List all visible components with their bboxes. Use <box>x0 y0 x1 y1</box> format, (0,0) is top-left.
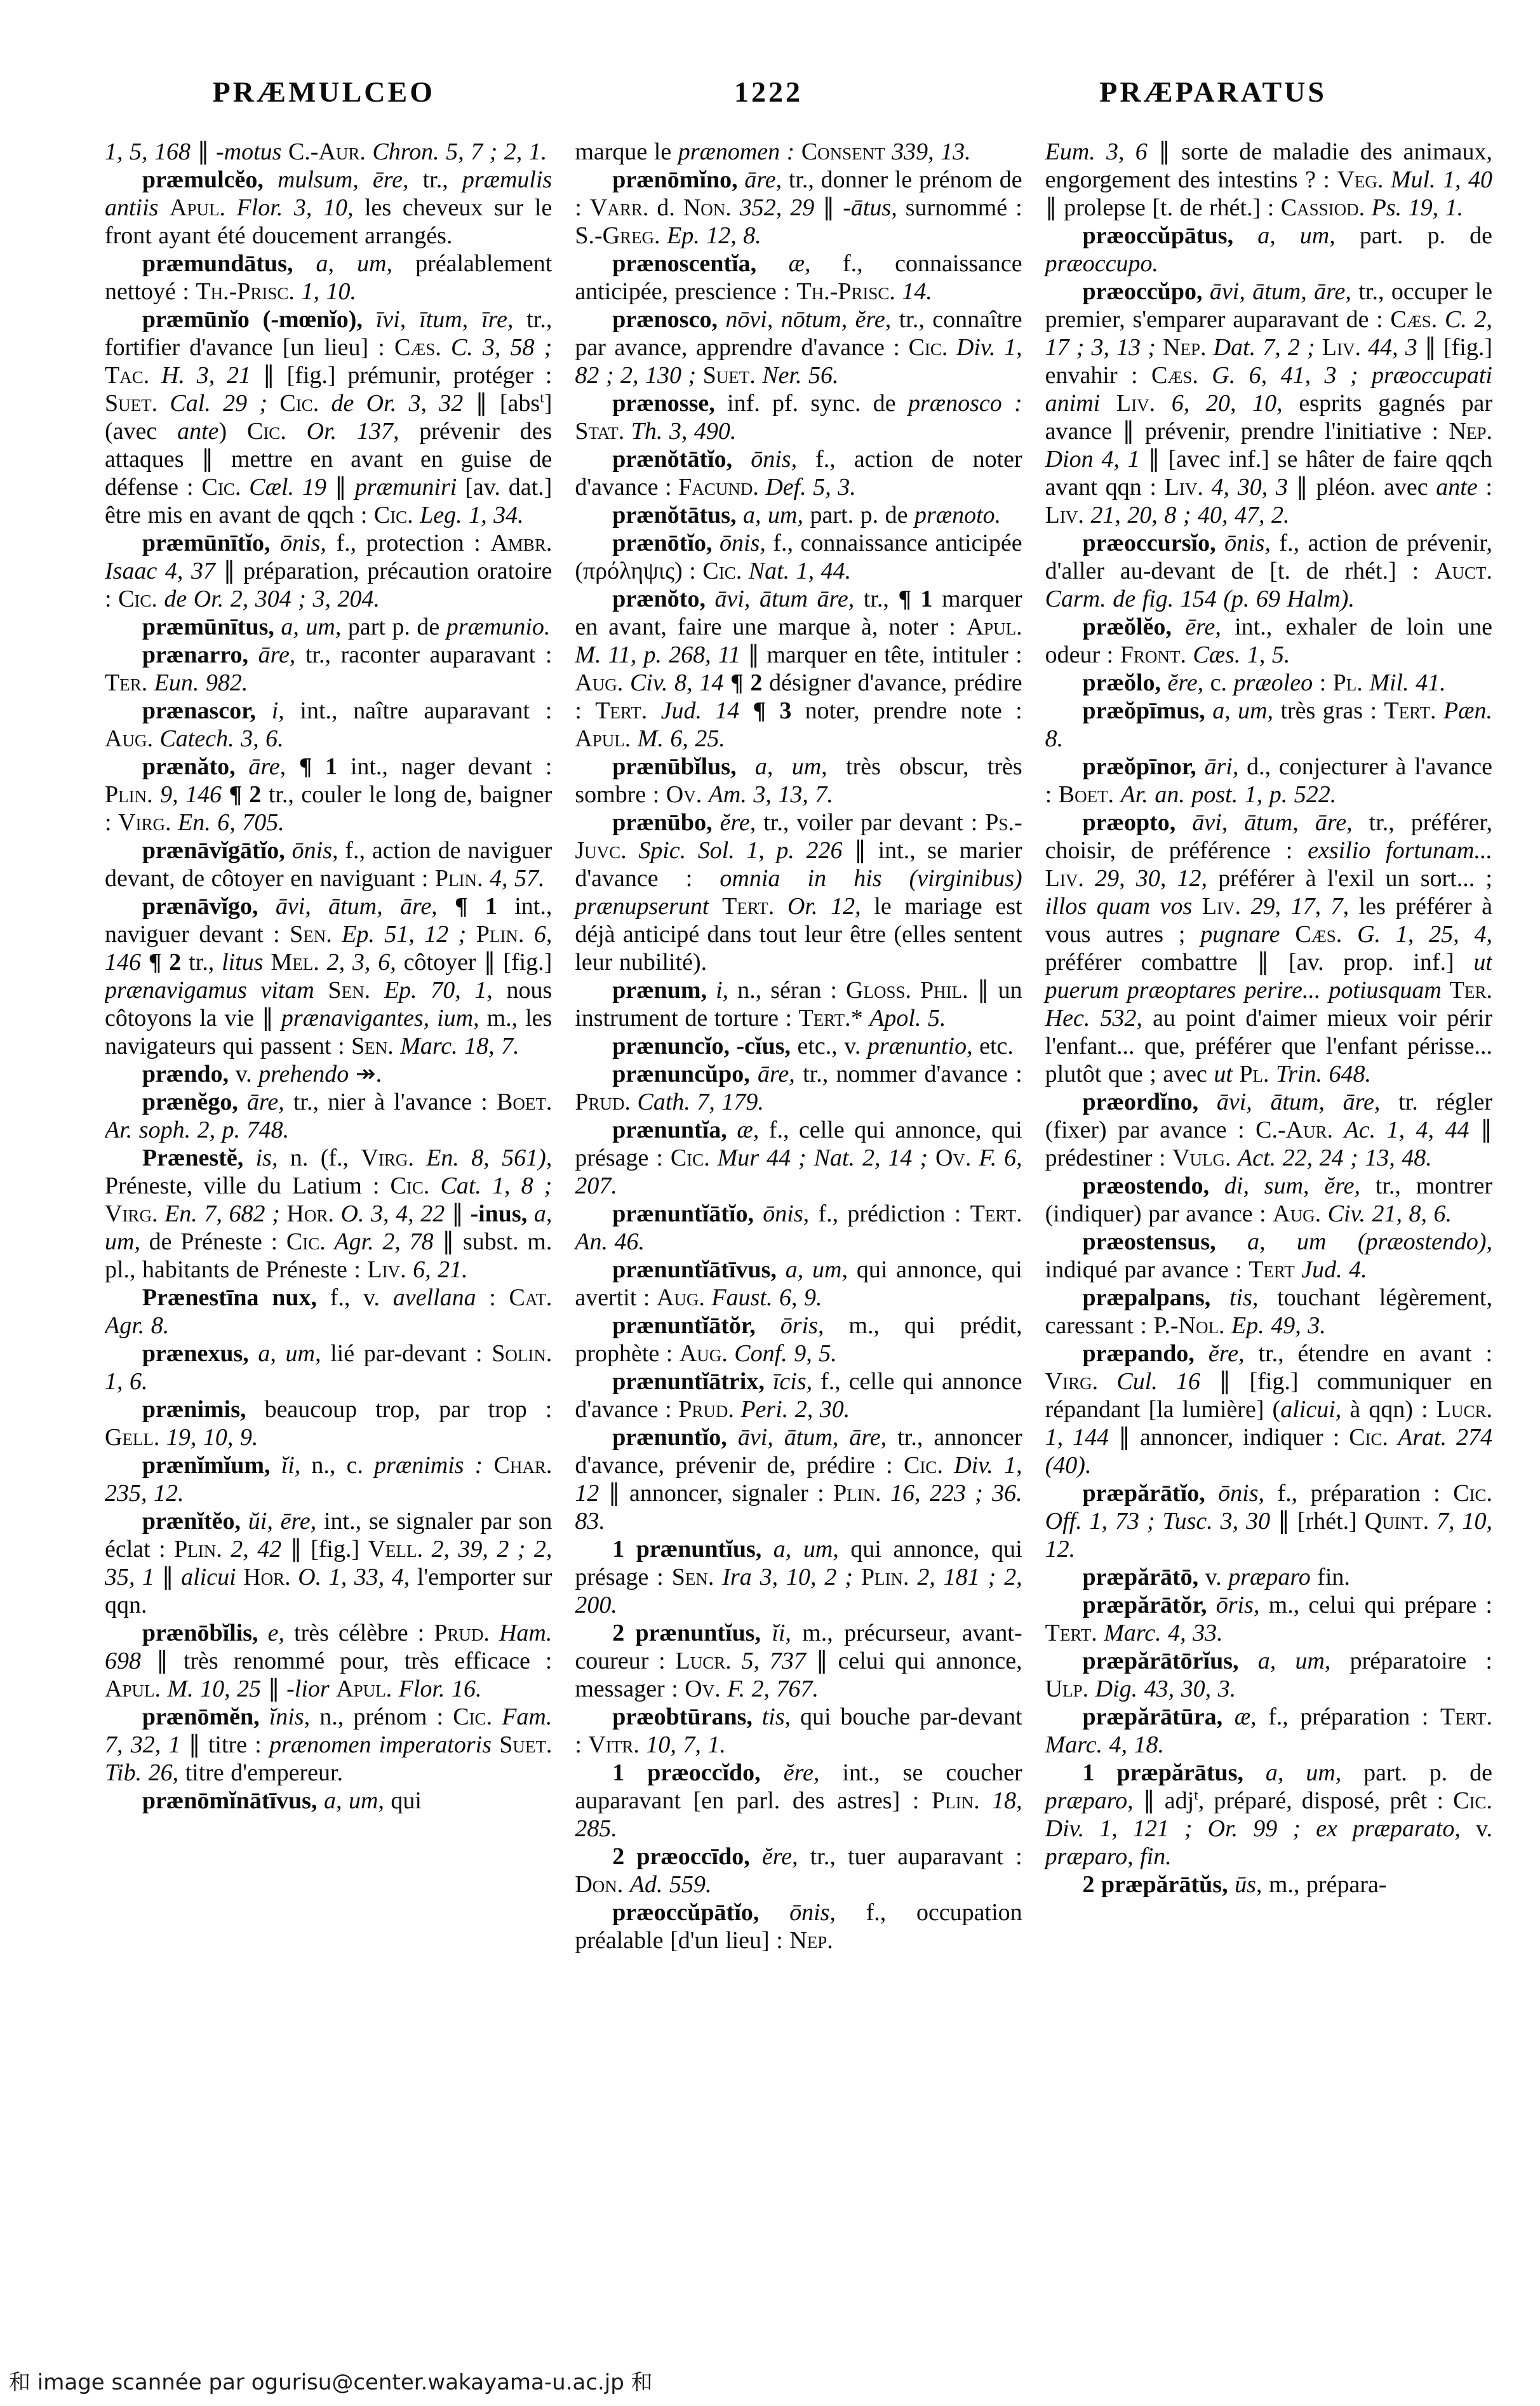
dictionary-entry: 1 præpărātus, a, um, part. p. de præparo, ∥ adj$^t$, préparé, disposé, prêt : Cic. Div. 1, 121 ; Or. 99 ; ex præparato, v. præparo, fin. <box>1045 1759 1492 1870</box>
dictionary-entry: prænuntĭa, æ, f., celle qui annonce, qui présage : Cic. Mur 44 ; Nat. 2, 14 ; Ov. F. 6, 207. <box>575 1117 1022 1199</box>
page-header <box>105 0 1432 109</box>
dictionary-entry: prænuncŭpo, āre, tr., nommer d'avance : Prud. Cath. 7, 179. <box>575 1061 1022 1115</box>
dictionary-entry: præŏpīnor, āri, d., conjecturer à l'avance : Boet. Ar. an. post. 1, p. 522. <box>1045 753 1492 808</box>
dictionary-entry: prænascor, i, int., naître auparavant : Aug. Catech. 3, 6. <box>105 697 552 752</box>
dictionary-entry: prænŏtātus, a, um, part. p. de prænoto. <box>612 502 1001 528</box>
dictionary-entry: præoccŭpātĭo, ōnis, f., occupation préalable [d'un lieu] : Nep. <box>575 1899 1022 1954</box>
dictionary-entry: prænuntĭātīvus, a, um, qui annonce, qui avertit : Aug. Faust. 6, 9. <box>575 1256 1022 1311</box>
dictionary-entry: Prænestīna nux, f., v. avellana : Cat. Agr. 8. <box>105 1284 552 1339</box>
dictionary-entry: prænōbĭlis, e, très célèbre : Prud. Ham. 698 ∥ très renommé pour, très efficace : Apul. M. 10, 25 ∥ -lior Apul. Flor. 16. <box>105 1620 552 1702</box>
dictionary-entry: præpărātŏr, ōris, m., celui qui prépare : Tert. Marc. 4, 33. <box>1045 1592 1492 1646</box>
dictionary-entry: præoccursĭo, ōnis, f., action de prévenir, d'aller au-devant de [t. de rhét.] : Auct. Carm. de fig. 154 (p. 69 Halm). <box>1045 530 1492 612</box>
dictionary-entry: prænāvĭgo, āvi, ātum, āre, ¶ 1 int., naviguer devant : Sen. Ep. 51, 12 ; Plin. 6, 146 ¶ 2 tr., litus Mel. 2, 3, 6, côtoyer ∥ [fig.] prænavigamus vitam Sen. Ep. 70, 1, nous côtoyons la vie ∥ prænavigantes, ium, m., les navigateurs qui passent : Sen. Marc. 18, 7. <box>105 893 552 1059</box>
column-3 <box>1045 138 1492 2297</box>
dictionary-columns <box>105 138 1492 2297</box>
dictionary-entry: prænĭmĭum, ĭi, n., c. prænimis : Char. 235, 12. <box>105 1452 552 1507</box>
dictionary-entry: præpando, ĕre, tr., étendre en avant : Virg. Cul. 16 ∥ [fig.] communiquer en répandant [la lumière] (alicui, à qqn) : Lucr. 1, 144 ∥ annoncer, indiquer : Cic. Arat. 274 (40). <box>1045 1340 1492 1479</box>
dictionary-entry: prænōtĭo, ōnis, f., connaissance anticipée (πρόληψις) : Cic. Nat. 1, 44. <box>575 530 1022 584</box>
column-1 <box>105 138 552 2297</box>
entry-continuation: marque le prænomen : Consent 339, 13. <box>575 138 971 165</box>
page-number: 1222 <box>734 76 803 108</box>
running-head-left: PRÆMULCEO <box>212 76 435 108</box>
dictionary-entry: prænuncĭo, -cĭus, etc., v. prænuntio, etc. <box>612 1033 1014 1059</box>
dictionary-entry: prænuntĭātŏr, ōris, m., qui prédit, prophète : Aug. Conf. 9, 5. <box>575 1312 1022 1367</box>
dictionary-entry: prænexus, a, um, lié par-devant : Solin. 1, 6. <box>105 1340 552 1395</box>
dictionary-entry: 2 præpărātŭs, ūs, m., prépara- <box>1082 1871 1387 1898</box>
dictionary-entry: prænuntĭātĭo, ōnis, f., prédiction : Tert. An. 46. <box>575 1200 1022 1255</box>
dictionary-entry: præmundātus, a, um, préalablement nettoyé : Th.-Prisc. 1, 10. <box>105 250 552 305</box>
dictionary-entry: prænuntĭo, āvi, ātum, āre, tr., annoncer d'avance, prévenir de, prédire : Cic. Div. 1, 12 ∥ annoncer, signaler : Plin. 16, 223 ; 36. 83. <box>575 1424 1022 1535</box>
entry-continuation: 1, 5, 168 ∥ -motus C.-Aur. Chron. 5, 7 ; 2, 1. <box>105 138 547 165</box>
dictionary-entry: præopto, āvi, ātum, āre, tr., préférer, choisir, de préférence : exsilio fortunam... Liv. 29, 30, 12, préférer à l'exil un sort... ; illos quam vos Liv. 29, 17, 7, les préférer à vous autres ; pugnare Cæs. G. 1, 25, 4, préférer combattre ∥ [av. prop. inf.] ut puerum præoptares perire... potiusquam Ter. Hec. 532, au point d'aimer mieux voir périr l'enfant... que, préférer que l'enfant périsse... plutôt que ; avec ut Pl. Trin. 648. <box>1045 809 1492 1087</box>
dictionary-entry: prænimis, beaucoup trop, par trop : Gell. 19, 10, 9. <box>105 1396 552 1451</box>
dictionary-entry: prænōmĕn, ĭnis, n., prénom : Cic. Fam. 7, 32, 1 ∥ titre : prænomen imperatoris Suet. Tib. 26, titre d'empereur. <box>105 1704 552 1786</box>
dictionary-entry: præoccŭpātus, a, um, part. p. de præoccupo. <box>1045 222 1492 277</box>
entry-continuation: Eum. 3, 6 ∥ sorte de maladie des animaux, engorgement des intestins ? : Veg. Mul. 1, 40 ∥ prolepse [t. de rhét.] : Cassiod. Ps. 19, 1. <box>1045 138 1492 221</box>
dictionary-entry: prænŏto, āvi, ātum āre, tr., ¶ 1 marquer en avant, faire une marque à, noter : Apul. M. 11, p. 268, 11 ∥ marquer en tête, intituler : Aug. Civ. 8, 14 ¶ 2 désigner d'avance, prédire : Tert. Jud. 14 ¶ 3 noter, prendre note : Apul. M. 6, 25. <box>575 586 1022 752</box>
scan-attribution: 和 image scannée par ogurisu@center.wakayama-u.ac.jp 和 <box>9 2370 653 2395</box>
dictionary-entry: præmūnĭo (-mœnĭo), īvi, ītum, īre, tr., fortifier d'avance [un lieu] : Cæs. C. 3, 58 ; Tac. H. 3, 21 ∥ [fig.] prémunir, protéger : Suet. Cal. 29 ; Cic. de Or. 3, 32 ∥ [abs$^t$] (avec ante) Cic. Or. 137, prévenir des attaques ∥ mettre en avant en guise de défense : Cic. Cæl. 19 ∥ præmuniri [av. dat.] être mis en avant de qqch : Cic. Leg. 1, 34. <box>105 306 552 528</box>
dictionary-entry: prænōmĭnātīvus, a, um, qui <box>142 1787 422 1814</box>
dictionary-entry: præŏpīmus, a, um, très gras : Tert. Pæn. 8. <box>1045 697 1492 752</box>
dictionary-entry: prændo, v. prehendo ↠. <box>142 1061 382 1087</box>
dictionary-entry: præpărātōrĭus, a, um, préparatoire : Ulp. Dig. 43, 30, 3. <box>1045 1648 1492 1702</box>
dictionary-entry: prænăto, āre, ¶ 1 int., nager devant : Plin. 9, 146 ¶ 2 tr., couler le long de, baigner : Virg. En. 6, 705. <box>105 753 552 836</box>
dictionary-entry: 2 præoccīdo, ĕre, tr., tuer auparavant : Don. Ad. 559. <box>575 1843 1022 1898</box>
dictionary-entry: præordĭno, āvi, ātum, āre, tr. régler (fixer) par avance : C.-Aur. Ac. 1, 4, 44 ∥ prédestiner : Vulg. Act. 22, 24 ; 13, 48. <box>1045 1089 1492 1171</box>
dictionary-entry: prænāvĭgātĭo, ōnis, f., action de naviguer devant, de côtoyer en naviguant : Plin. 4, 57. <box>105 837 552 892</box>
dictionary-entry: præpărātō, v. præparo fin. <box>1082 1564 1350 1590</box>
dictionary-entry: 2 prænuntĭus, ĭi, m., précurseur, avant-coureur : Lucr. 5, 737 ∥ celui qui annonce, messager : Ov. F. 2, 767. <box>575 1620 1022 1702</box>
dictionary-entry: Prænestĕ, is, n. (f., Virg. En. 8, 561), Préneste, ville du Latium : Cic. Cat. 1, 8 ; Virg. En. 7, 682 ; Hor. O. 3, 4, 22 ∥ -inus, a, um, de Préneste : Cic. Agr. 2, 78 ∥ subst. m. pl., habitants de Préneste : Liv. 6, 21. <box>105 1145 552 1283</box>
dictionary-entry: prænum, i, n., séran : Gloss. Phil. ∥ un instrument de torture : Tert.* Apol. 5. <box>575 977 1022 1032</box>
dictionary-entry: præoccŭpo, āvi, ātum, āre, tr., occuper le premier, s'emparer auparavant de : Cæs. C. 2, 17 ; 3, 13 ; Nep. Dat. 7, 2 ; Liv. 44, 3 ∥ [fig.] envahir : Cæs. G. 6, 41, 3 ; præoccupati animi Liv. 6, 20, 10, esprits gagnés par avance ∥ prévenir, prendre l'initiative : Nep. Dion 4, 1 ∥ [avec inf.] se hâter de faire qqch avant qqn : Liv. 4, 30, 3 ∥ pléon. avec ante : Liv. 21, 20, 8 ; 40, 47, 2. <box>1045 278 1492 528</box>
dictionary-entry: præŏlĕo, ēre, int., exhaler de loin une odeur : Front. Cæs. 1, 5. <box>1045 614 1492 668</box>
dictionary-entry: prænosco, nōvi, nōtum, ĕre, tr., connaître par avance, apprendre d'avance : Cic. Div. 1, 82 ; 2, 130 ; Suet. Ner. 56. <box>575 306 1022 389</box>
dictionary-entry: præmūnītus, a, um, part p. de præmunio. <box>142 614 551 640</box>
dictionary-entry: prænoscentĭa, æ, f., connaissance anticipée, prescience : Th.-Prisc. 14. <box>575 250 1022 305</box>
dictionary-entry: prænĭtĕo, ŭi, ēre, int., se signaler par son éclat : Plin. 2, 42 ∥ [fig.] Vell. 2, 39, 2 ; 2, 35, 1 ∥ alicui Hor. O. 1, 33, 4, l'emporter sur qqn. <box>105 1508 552 1618</box>
dictionary-entry: prænūbĭlus, a, um, très obscur, très sombre : Ov. Am. 3, 13, 7. <box>575 753 1022 808</box>
dictionary-entry: præmulcĕo, mulsum, ēre, tr., præmulis antiis Apul. Flor. 3, 10, les cheveux sur le front ayant été doucement arrangés. <box>105 166 552 249</box>
dictionary-entry: præostensus, a, um (præostendo), indiqué par avance : Tert Jud. 4. <box>1045 1228 1492 1283</box>
dictionary-entry: prænŏtātĭo, ōnis, f., action de noter d'avance : Facund. Def. 5, 3. <box>575 446 1022 501</box>
dictionary-entry: 1 prænuntĭus, a, um, qui annonce, qui présage : Sen. Ira 3, 10, 2 ; Plin. 2, 181 ; 2, 200. <box>575 1536 1022 1618</box>
dictionary-entry: prænarro, āre, tr., raconter auparavant : Ter. Eun. 982. <box>105 642 552 696</box>
dictionary-entry: præpărātĭo, ōnis, f., préparation : Cic. Off. 1, 73 ; Tusc. 3, 30 ∥ [rhét.] Quint. 7, 10, 12. <box>1045 1480 1492 1563</box>
dictionary-entry: prænōmĭno, āre, tr., donner le prénom de : Varr. d. Non. 352, 29 ∥ -ātus, surnommé : S.-Greg. Ep. 12, 8. <box>575 166 1022 249</box>
dictionary-entry: prænuntĭātrix, īcis, f., celle qui annonce d'avance : Prud. Peri. 2, 30. <box>575 1368 1022 1423</box>
dictionary-entry: præŏlo, ĕre, c. præoleo : Pl. Mil. 41. <box>1082 669 1446 696</box>
column-2 <box>575 138 1022 2297</box>
dictionary-entry: prænūbo, ĕre, tr., voiler par devant : Ps.-Juvc. Spic. Sol. 1, p. 226 ∥ int., se marier d'avance : omnia in his (virginibus) prænupserunt Tert. Or. 12, le mariage est déjà anticipé dans tout leur être (elles sentent leur nubilité). <box>575 809 1022 976</box>
dictionary-entry: prænosse, inf. pf. sync. de prænosco : Stat. Th. 3, 490. <box>575 390 1022 445</box>
dictionary-entry: 1 præoccĭdo, ĕre, int., se coucher auparavant [en parl. des astres] : Plin. 18, 285. <box>575 1759 1022 1842</box>
dictionary-entry: præpărātūra, æ, f., préparation : Tert. Marc. 4, 18. <box>1045 1704 1492 1758</box>
dictionary-entry: præobtūrans, tis, qui bouche par-devant : Vitr. 10, 7, 1. <box>575 1704 1022 1758</box>
dictionary-entry: præpalpans, tis, touchant légèrement, caressant : P.-Nol. Ep. 49, 3. <box>1045 1284 1492 1339</box>
dictionary-entry: prænĕgo, āre, tr., nier à l'avance : Boet. Ar. soph. 2, p. 748. <box>105 1089 552 1143</box>
running-head-right: PRÆPARATUS <box>1099 76 1327 108</box>
dictionary-entry: præmūnītĭo, ōnis, f., protection : Ambr. Isaac 4, 37 ∥ préparation, précaution oratoire : Cic. de Or. 2, 304 ; 3, 204. <box>105 530 552 612</box>
dictionary-entry: præostendo, di, sum, ĕre, tr., montrer (indiquer) par avance : Aug. Civ. 21, 8, 6. <box>1045 1173 1492 1227</box>
